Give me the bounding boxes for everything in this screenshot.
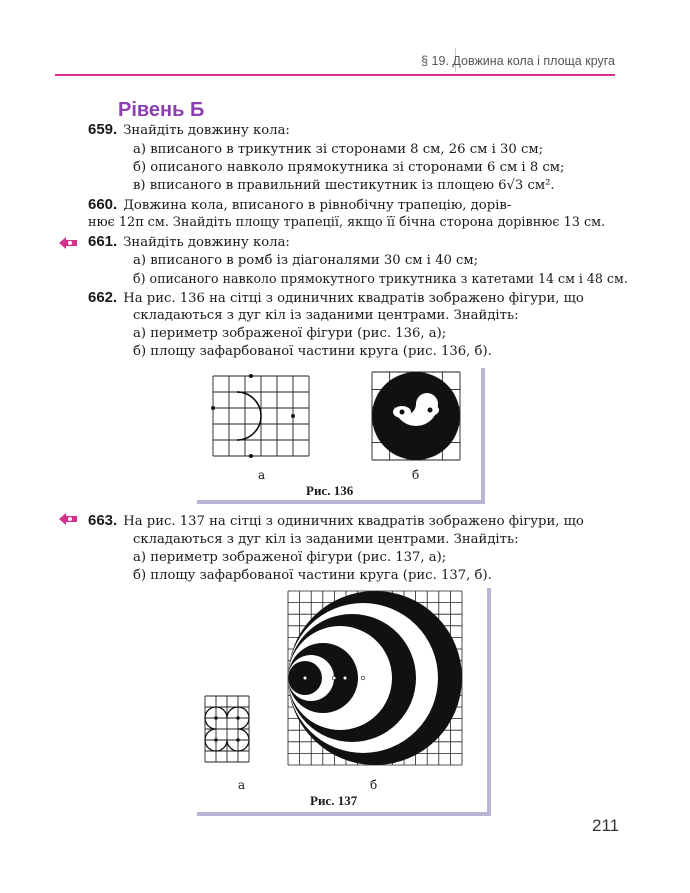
problem-660 xyxy=(88,196,511,214)
running-header xyxy=(55,48,615,76)
problem-text: Знайдіть довжину кола: xyxy=(123,235,290,250)
figure-137b-label: б xyxy=(370,778,378,792)
item-662a: а) периметр зображеної фігури (рис. 136, а); xyxy=(133,326,447,341)
item-663b: б) площу зафарбованої частини круга (рис. 137, б). xyxy=(133,568,492,583)
figure-136b-shaded xyxy=(372,372,460,460)
problem-number: 659. xyxy=(88,121,118,138)
figure-137-caption: Рис. 137 xyxy=(310,793,358,808)
problem-text: На рис. 136 на сітці з одиничних квадратів зображено фігури, що xyxy=(123,291,584,306)
figure-136-caption: Рис. 136 xyxy=(306,483,354,498)
figure-137a-label: а xyxy=(238,778,246,792)
figure-136b-label: б xyxy=(412,468,420,482)
figure-136a-arcs xyxy=(237,392,261,440)
problem-663 xyxy=(88,512,584,530)
figure-137b-shaded xyxy=(288,591,462,765)
item-659c: в) вписаного в правильний шестикутник із площею 6√3 см². xyxy=(133,178,555,193)
item-661b: б) описаного навколо прямокутного трикутника з катетами 14 см і 48 см. xyxy=(133,271,628,286)
item-661a: а) вписаного в ромб із діагоналями 30 см і 40 см; xyxy=(133,253,479,268)
header-title: § 19. Довжина кола і площа круга xyxy=(421,54,615,68)
problem-662 xyxy=(88,289,584,307)
problem-number: 661. xyxy=(88,233,118,250)
item-663a: а) периметр зображеної фігури (рис. 137, а); xyxy=(133,550,447,565)
problem-text: Знайдіть довжину кола: xyxy=(123,123,290,138)
problem-text: На рис. 137 на сітці з одиничних квадратів зображено фігури, що xyxy=(123,514,584,529)
item-662b: б) площу зафарбованої частини круга (рис. 136, б). xyxy=(133,344,492,359)
figure-136a-label: а xyxy=(258,468,266,482)
page-number: 211 xyxy=(592,816,620,835)
level-heading: Рівень Б xyxy=(118,99,205,121)
item-659b: б) описаного навколо прямокутника зі сторонами 6 см і 8 см; xyxy=(133,160,565,175)
problem-662-line2: складаються з дуг кіл із заданими центрами. Знайдіть: xyxy=(133,308,519,323)
problem-text: Довжина кола, вписаного в рівнобічну трапецію, дорів- xyxy=(123,198,512,213)
problem-663-line2: складаються з дуг кіл із заданими центрами. Знайдіть: xyxy=(133,532,519,547)
challenge-marker-icon xyxy=(58,236,78,250)
problem-660-line2: нює 12π см. Знайдіть площу трапеції, якщо її бічна сторона дорівнює 13 см. xyxy=(88,215,606,230)
figure-137a-grid xyxy=(205,696,249,762)
challenge-marker-icon xyxy=(58,512,78,526)
problem-number: 660. xyxy=(88,196,118,213)
problem-659 xyxy=(88,121,290,139)
problem-661 xyxy=(88,233,290,251)
problem-number: 663. xyxy=(88,512,118,529)
item-659a: а) вписаного в трикутник зі сторонами 8 см, 26 см і 30 см; xyxy=(133,142,544,157)
problem-number: 662. xyxy=(88,289,118,306)
